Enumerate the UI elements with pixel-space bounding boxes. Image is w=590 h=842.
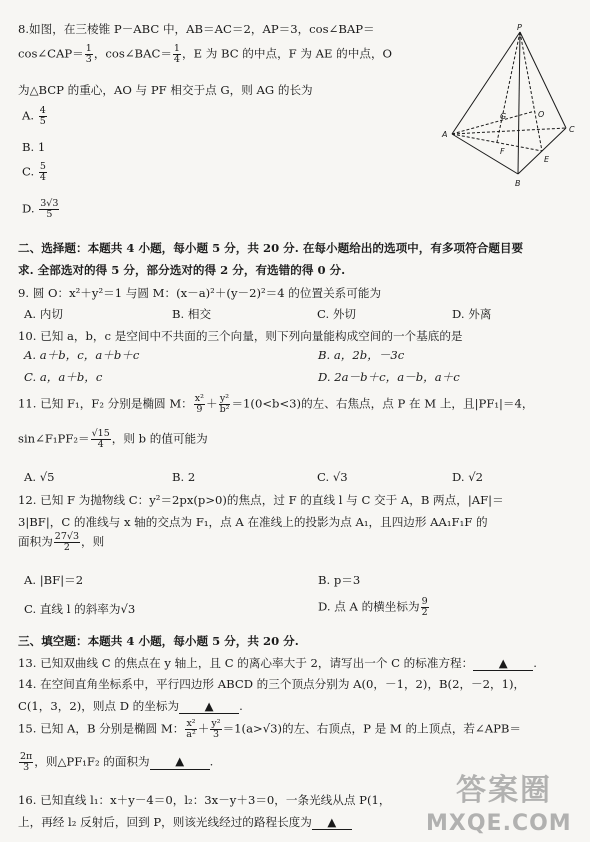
- frac-num: y²: [211, 718, 221, 729]
- frac-den: 3: [23, 761, 30, 773]
- q12-line3: [18, 532, 104, 553]
- section-2-line1: 二、选择题：本题共 4 小题，每小题 5 分，共 20 分. 在每小题给出的选项中，有多项符合题目要: [18, 241, 524, 255]
- q11-option-b: B. 2: [172, 470, 196, 484]
- q16-line1: 16. 已知直线 l₁：x＋y－4＝0，l₂：3x－y＋3＝0，一条光线从点 P(1，: [18, 793, 391, 807]
- q15-line2: [18, 752, 213, 773]
- q9-stem: 9. 圆 O：x²＋y²＝1 与圆 M：(x－a)²＋(y－2)²＝4 的位置关系可能为: [18, 286, 382, 300]
- q8-frac-cos-bac: [173, 44, 181, 65]
- q16-line2: [18, 815, 352, 830]
- q16-line2-text: 上，再经 l₂ 反射后，回到 P，则该光线经过的路程长度为: [18, 815, 312, 829]
- edge-ab: [452, 134, 518, 174]
- q11-option-c: C. √3: [317, 470, 348, 484]
- q8-option-b: B. 1: [22, 140, 46, 154]
- q14-answer-blank: [179, 699, 239, 714]
- frac-den: 9: [196, 403, 203, 415]
- pyramid-figure: [440, 22, 580, 192]
- q11-stem-b: ＝1(0<b<3)的左、右焦点，点 P 在 M 上，且|PF₁|＝4，: [231, 396, 534, 411]
- section-3-line1: 三、填空题：本题共 4 小题，每小题 5 分，共 20 分.: [18, 634, 299, 648]
- q15-line1-a: 15. 已知 A，B 分别是椭圆 M：: [18, 721, 185, 736]
- q15-answer-blank: [150, 754, 210, 769]
- option-label: A.: [22, 108, 35, 123]
- label-e: E: [544, 155, 550, 164]
- q8-option-c-frac: [39, 162, 47, 183]
- q8-option-a-frac: [39, 106, 47, 127]
- watermark-en: MXQE.COM: [426, 811, 572, 836]
- q11-option-a: A. √5: [24, 470, 55, 484]
- q12-line1: 12. 已知 F 为抛物线 C：y²＝2px(p>0)的焦点，过 F 的直线 l 与 C 交于 A，B 两点，|AF|＝: [18, 493, 504, 507]
- q8-option-a: [22, 106, 48, 127]
- q12-frac-area: [54, 532, 80, 553]
- q15-frac-y2-3: [210, 719, 221, 740]
- q12-option-c: C. 直线 l 的斜率为√3: [24, 602, 136, 616]
- frac-num: y²: [219, 393, 230, 404]
- option-label: C.: [22, 164, 35, 179]
- frac-den: a²: [186, 728, 196, 740]
- q10-option-d: D. 2a－b＋c，a－b，a＋c: [318, 370, 460, 384]
- q13-answer-blank: [473, 656, 533, 671]
- q12-option-d-frac: [421, 597, 429, 618]
- frac-den: 3: [85, 53, 92, 65]
- q11-line2-a: sin∠F₁PF₂＝: [18, 431, 90, 446]
- q12-line3-a: 面积为: [18, 534, 53, 549]
- q15-frac-2pi-3: [19, 752, 33, 773]
- q11-stem-a: 11. 已知 F₁，F₂ 分别是椭圆 M：: [18, 396, 193, 411]
- q8-line2-text-c: ，E 为 BC 的中点，F 为 AE 的中点，O: [181, 46, 393, 61]
- frac-den: 4: [39, 171, 46, 183]
- q11-line2: [18, 429, 208, 450]
- frac-num: 3√3: [40, 198, 59, 209]
- q13-end: .: [533, 656, 537, 670]
- label-b: B: [515, 179, 521, 188]
- frac-den: 2: [421, 606, 428, 618]
- triangle-marker: ▲: [175, 754, 185, 769]
- label-g: G: [500, 112, 507, 121]
- frac-num: 2π: [20, 751, 33, 762]
- label-c: C: [569, 125, 575, 134]
- plus-sign: ＋: [205, 396, 218, 411]
- watermark-cn: 答案圈: [456, 773, 552, 808]
- q9-option-c: C. 外切: [317, 307, 357, 321]
- frac-den: 3: [212, 728, 219, 740]
- q15-line1-b: ＝1(a>√3)的左、右顶点，P 是 M 的上顶点，若∠APB＝: [222, 721, 522, 736]
- label-p: P: [517, 23, 522, 32]
- q8-line2-text-a: cos∠CAP＝: [18, 46, 84, 61]
- section-2-line2: 求. 全部选对的得 5 分，部分选对的得 2 分，有选错的得 0 分.: [18, 263, 346, 277]
- q11-frac-sqrt15-4: [91, 429, 111, 450]
- q15-line1: [18, 719, 521, 740]
- edge-pb: [518, 32, 520, 174]
- q9-option-d: D. 外离: [452, 307, 492, 321]
- q8-frac-cos-cap: [85, 44, 93, 65]
- triangle-marker: ▲: [498, 656, 508, 670]
- frac-num: 5: [39, 161, 46, 172]
- q11-frac-y2-b2: [219, 394, 231, 415]
- q12-option-a: A. |BF|＝2: [24, 573, 84, 587]
- frac-den: 2: [63, 541, 70, 553]
- frac-num: 4: [39, 105, 46, 116]
- option-label: D.: [22, 201, 35, 216]
- q11-line2-b: ，则 b 的值可能为: [111, 431, 208, 446]
- q8-line2-text-b: ，cos∠BAC＝: [93, 46, 172, 61]
- triangle-marker: ▲: [327, 815, 337, 829]
- q12-option-d-text: D. 点 A 的横坐标为: [318, 599, 420, 614]
- q12-option-d: [318, 597, 430, 618]
- q8-option-d-frac: [39, 199, 59, 220]
- frac-num: √15: [91, 428, 110, 439]
- frac-den: 5: [39, 115, 46, 127]
- frac-den: 4: [97, 438, 104, 450]
- q8-option-d: [22, 199, 60, 220]
- segment-pe: [520, 32, 545, 151]
- q8-option-c: [22, 162, 48, 183]
- q8-line2: [18, 44, 392, 65]
- frac-den: b²: [219, 403, 230, 415]
- triangle-marker: ▲: [204, 699, 214, 713]
- q8-line3: 为△BCP 的重心，AO 与 PF 相交于点 G，则 AG 的长为: [18, 83, 313, 97]
- plus-sign: ＋: [197, 721, 210, 736]
- q13-text: 13. 已知双曲线 C 的焦点在 y 轴上，且 C 的离心率大于 2，请写出一个 C 的标准方程：: [18, 656, 474, 670]
- q9-option-b: B. 相交: [172, 307, 212, 321]
- q15-frac-x2-a2: [185, 719, 196, 740]
- frac-num: 27√3: [54, 531, 79, 542]
- q14-line2: [18, 699, 243, 714]
- label-a: A: [442, 130, 448, 139]
- frac-num: 1: [85, 43, 92, 54]
- q10-option-b: B. a，2b，－3c: [318, 348, 405, 362]
- q10-option-c: C. a，a＋b，c: [24, 370, 103, 384]
- q12-option-b: B. p＝3: [318, 573, 361, 587]
- label-f: F: [500, 147, 505, 156]
- frac-num: 1: [173, 43, 180, 54]
- q9-option-a: A. 内切: [24, 307, 63, 321]
- q10-stem: 10. 已知 a，b，c 是空间中不共面的三个向量，则下列向量能构成空间的一个基底的是: [18, 329, 463, 343]
- q16-answer-blank: [312, 815, 352, 830]
- frac-num: 9: [421, 596, 428, 607]
- q11-frac-x2-9: [194, 394, 205, 415]
- q8-line1: 8.如图，在三棱锥 P－ABC 中，AB＝AC＝2，AP＝3，cos∠BAP＝: [18, 22, 375, 36]
- q14-end: .: [239, 699, 243, 713]
- q12-line2: 3|BF|，C 的准线与 x 轴的交点为 F₁，点 A 在准线上的投影为点 A₁，且四边形 AA₁F₁F 的: [18, 515, 488, 529]
- q14-line2-text: C(1，3，2)，则点 D 的坐标为: [18, 699, 180, 713]
- frac-den: 4: [173, 53, 180, 65]
- q10-option-a: A. a＋b，c，a＋b＋c: [24, 348, 140, 362]
- q11-stem: [18, 394, 533, 415]
- frac-num: x²: [194, 393, 204, 404]
- watermark-logo: [418, 772, 578, 834]
- frac-den: 5: [46, 208, 53, 220]
- q15-line2-text: ，则△PF₁F₂ 的面积为: [34, 754, 150, 769]
- q12-line3-b: ，则: [80, 534, 105, 549]
- q15-end: .: [209, 754, 214, 769]
- label-o: O: [538, 110, 545, 119]
- q13-line: [18, 656, 537, 671]
- q14-line1: 14. 在空间直角坐标系中，平行四边形 ABCD 的三个顶点分别为 A(0，－1，2)，B(2，－2，1)，: [18, 677, 526, 691]
- q11-option-d: D. √2: [452, 470, 484, 484]
- frac-num: x²: [186, 718, 196, 729]
